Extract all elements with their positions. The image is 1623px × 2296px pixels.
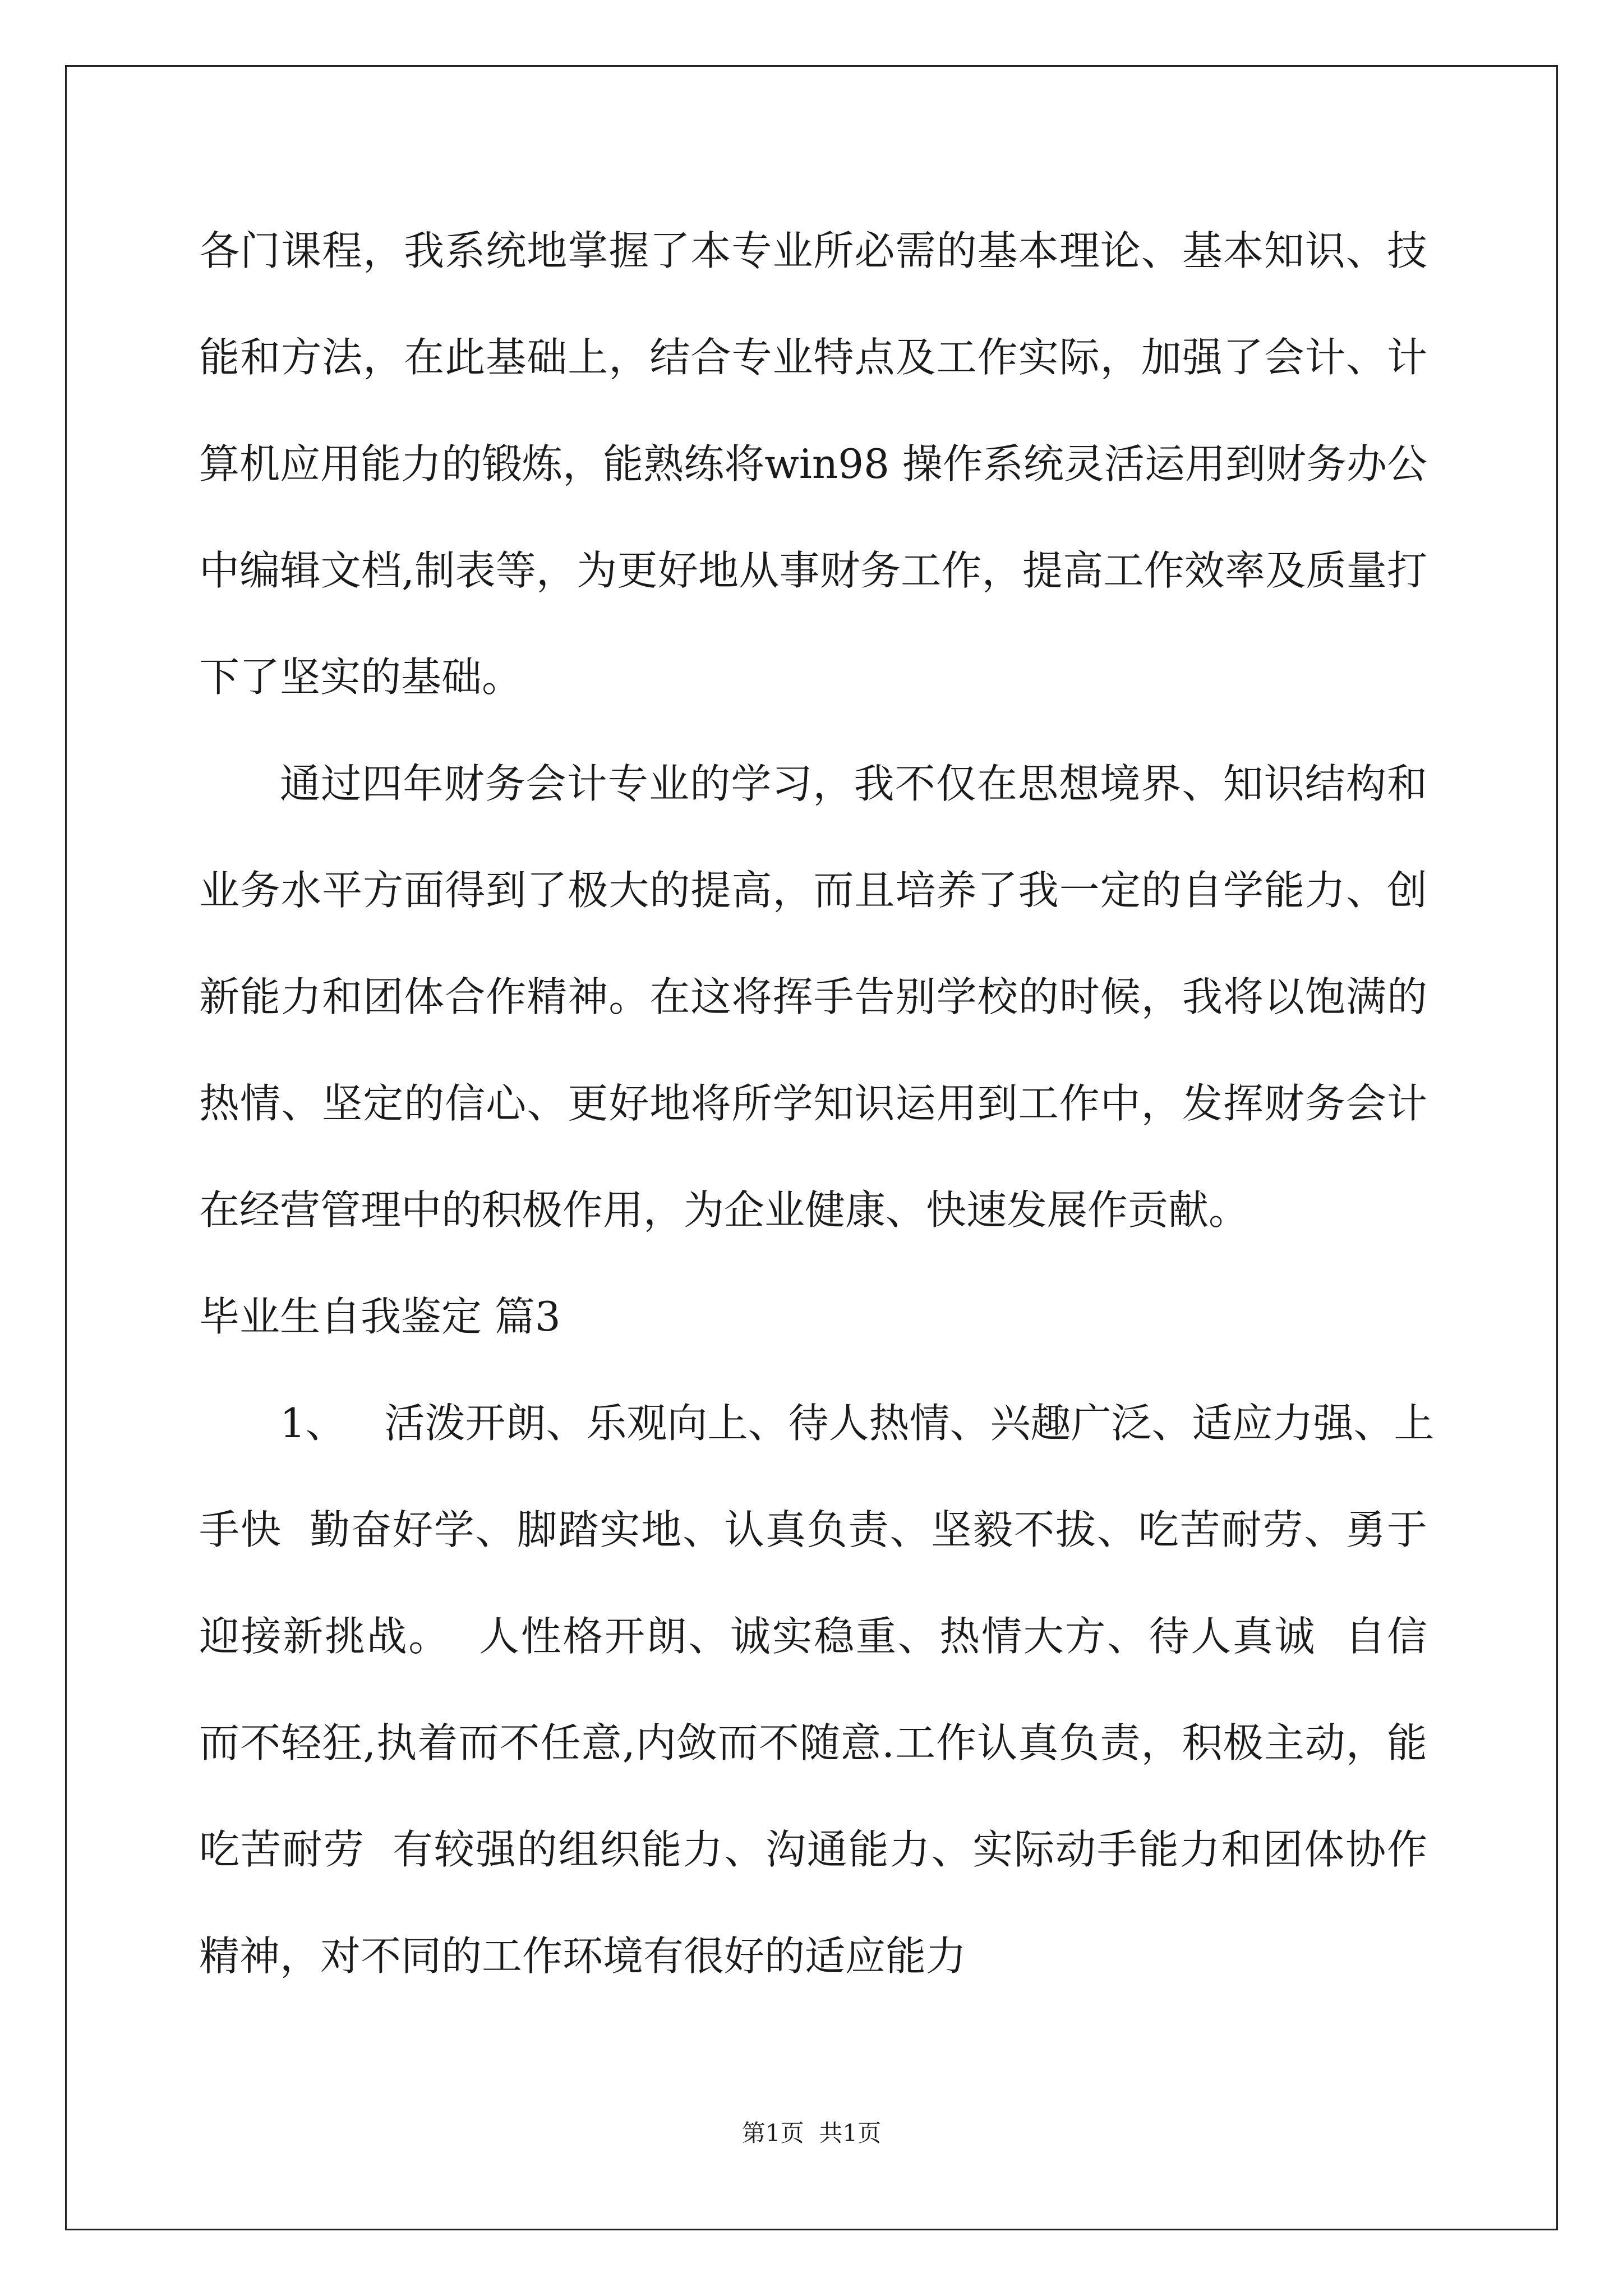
- text-line: 手快 勤奋好学、脚踏实地、认真负责、坚毅不拔、吃苦耐劳、勇于: [199, 1506, 1427, 1553]
- text-line: 算机应用能力的锻炼，能熟练将win98 操作系统灵活运用到财务办公: [199, 440, 1427, 487]
- text-line: 能和方法，在此基础上，结合专业特点及工作实际，加强了会计、计: [199, 334, 1427, 381]
- text-line: 吃苦耐劳 有较强的组织能力、沟通能力、实际动手能力和团体协作: [199, 1826, 1427, 1873]
- text-line: 热情、坚定的信心、更好地将所学知识运用到工作中，发挥财务会计: [199, 1080, 1427, 1127]
- paragraph-1: [199, 197, 1427, 730]
- text-line: 迎接新挑战。 人性格开朗、诚实稳重、热情大方、待人真诚 自信: [199, 1613, 1427, 1660]
- text-line: 中编辑文档,制表等，为更好地从事财务工作，提高工作效率及质量打: [199, 547, 1427, 594]
- text-line: 而不轻狂,执着而不任意,内敛而不随意.工作认真负责，积极主动，能: [199, 1719, 1427, 1766]
- page-number-footer: 第1页 共1页: [741, 2119, 882, 2147]
- document-body: [199, 197, 1435, 2009]
- section-heading: 毕业生自我鉴定 篇3: [199, 1293, 561, 1340]
- paragraph-2: [199, 730, 1427, 1263]
- text-line: 在经营管理中的积极作用，为企业健康、快速发展作贡献。: [199, 1186, 1249, 1234]
- text-line: 下了坚实的基础。: [199, 654, 523, 701]
- text-line: 新能力和团体合作精神。在这将挥手告别学校的时候，我将以饱满的: [199, 973, 1427, 1020]
- text-line: 精神，对不同的工作环境有很好的适应能力: [199, 1932, 967, 1980]
- text-line: 1、 活泼开朗、乐观向上、待人热情、兴趣广泛、适应力强、上: [280, 1400, 1435, 1447]
- text-line: 各门课程，我系统地掌握了本专业所必需的基本理论、基本知识、技: [199, 227, 1427, 274]
- text-line: 业务水平方面得到了极大的提高，而且培养了我一定的自学能力、创: [199, 867, 1427, 914]
- paragraph-3: [199, 1370, 1435, 2009]
- text-line: 通过四年财务会计专业的学习，我不仅在思想境界、知识结构和: [280, 760, 1427, 807]
